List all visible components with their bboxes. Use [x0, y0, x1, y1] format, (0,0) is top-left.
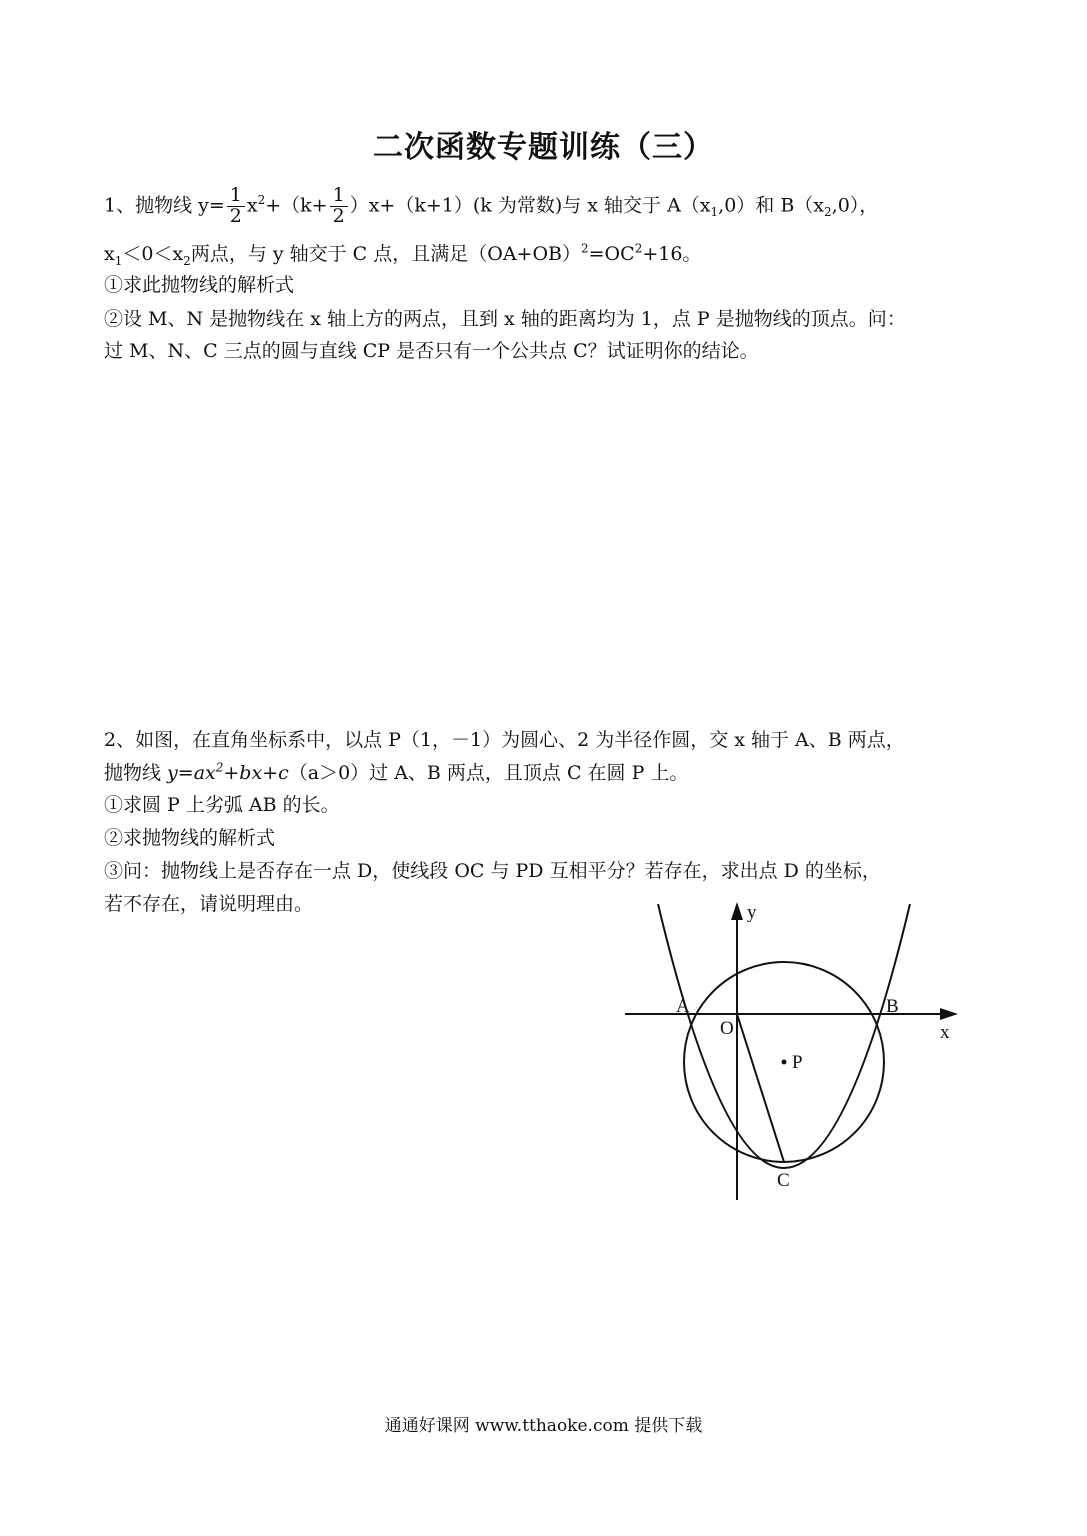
fraction-denominator: 2	[332, 204, 345, 227]
page-title: 二次函数专题训练（三）	[373, 130, 714, 165]
label-p: P	[792, 1052, 803, 1073]
superscript: 2	[257, 193, 266, 208]
q1-text: +（k+	[265, 194, 328, 217]
label-x: x	[940, 1022, 950, 1043]
geometry-figure	[600, 890, 980, 1210]
label-o: O	[720, 1018, 734, 1039]
q2-formula: +bx+c	[223, 762, 289, 784]
q2-line-5: ③问：抛物线上是否存在一点 D，使线段 OC 与 PD 互相平分？若存在，求出点 D 的坐标，	[104, 860, 881, 882]
fraction-denominator: 2	[229, 204, 242, 227]
fraction-half	[227, 186, 245, 227]
q2-text: 抛物线	[104, 762, 168, 784]
y-axis-arrow-icon	[731, 902, 743, 920]
superscript: 2	[634, 241, 643, 256]
q1-text: =OC	[588, 243, 635, 265]
q1-text: 1、抛物线 y=	[104, 194, 225, 217]
q1-text: ＜0＜x	[122, 243, 184, 265]
q2-line-4: ②求抛物线的解析式	[104, 827, 276, 849]
label-y: y	[747, 902, 757, 923]
fraction-numerator: 1	[227, 186, 245, 207]
q1-line-4: ②设 M、N 是抛物线在 x 轴上方的两点，且到 x 轴的距离均为 1，点 P 是抛物线的顶点。问：	[104, 308, 906, 330]
label-a: A	[676, 996, 690, 1017]
q1-text: +16。	[642, 243, 702, 265]
segment-oc	[737, 1014, 784, 1162]
q2-line-3: ①求圆 P 上劣弧 AB 的长。	[104, 794, 340, 816]
q2-line-6: 若不存在，请说明理由。	[104, 893, 314, 915]
q2-text: （a＞0）过 A、B 两点，且顶点 C 在圆 P 上。	[288, 762, 689, 784]
q1-line-3: ①求此抛物线的解析式	[104, 274, 295, 296]
x-axis-arrow-icon	[940, 1008, 958, 1020]
subscript: 1	[114, 253, 123, 268]
parabola	[658, 904, 910, 1168]
label-c: C	[777, 1170, 790, 1191]
fraction-numerator: 1	[330, 186, 348, 207]
subscript: 2	[824, 205, 832, 220]
point-p	[782, 1060, 787, 1065]
q1-text: x	[104, 243, 115, 265]
q2-line-1: 2、如图，在直角坐标系中，以点 P（1，－1）为圆心、2 为半径作圆，交 x 轴于 A、B 两点，	[104, 729, 905, 751]
q1-text: ,0），	[831, 194, 879, 217]
q1-line-1	[104, 186, 878, 227]
q1-line-2	[104, 241, 702, 268]
footer: 通通好课网 www.tthaoke.com 提供下载	[384, 1416, 703, 1436]
fraction-half	[330, 186, 348, 227]
superscript: 2	[581, 241, 589, 256]
subscript: 1	[710, 205, 719, 220]
q1-text: ,0）和 B（x	[718, 194, 825, 217]
q1-text: 两点，与 y 轴交于 C 点，且满足（OA+OB）	[190, 243, 581, 265]
subscript: 2	[183, 253, 191, 268]
label-b: B	[886, 996, 899, 1017]
q1-text: x	[246, 194, 258, 217]
q1-text: ）x+（k+1）(k 为常数)与 x 轴交于 A（x	[349, 194, 711, 217]
q2-formula: y=ax	[167, 762, 216, 784]
q2-line-2	[104, 760, 689, 784]
superscript: 2	[215, 760, 224, 775]
q1-line-5: 过 M、N、C 三点的圆与直线 CP 是否只有一个公共点 C？试证明你的结论。	[104, 340, 759, 362]
